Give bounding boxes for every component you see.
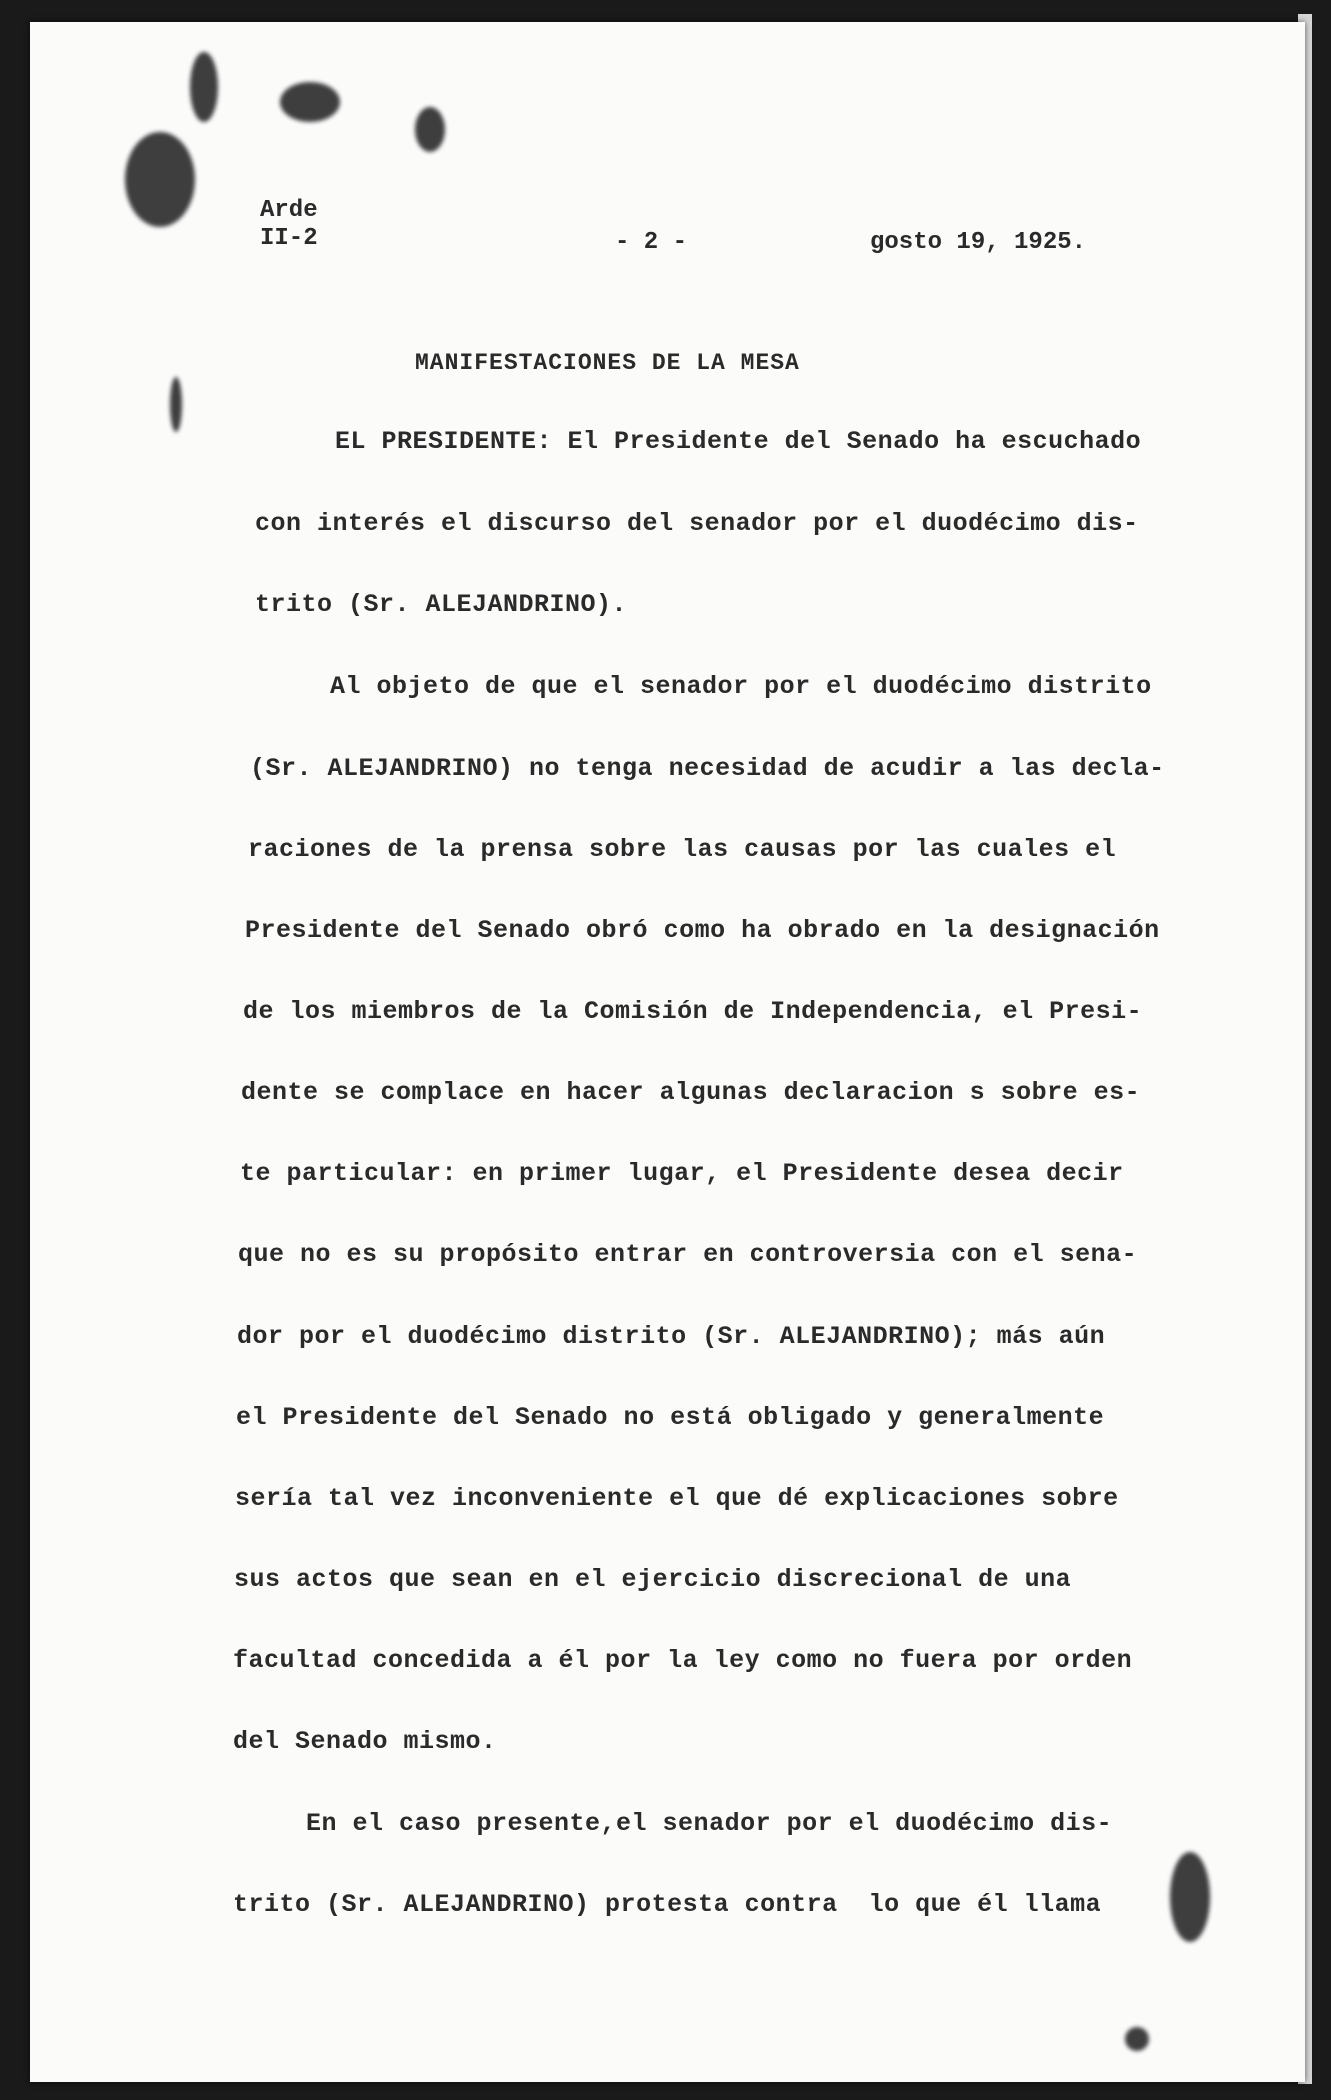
page-number: - 2 - [615, 229, 688, 256]
reference-line-2: II-2 [260, 225, 318, 252]
ink-blot [190, 52, 218, 122]
body-line: (Sr. ALEJANDRINO) no tenga necesidad de acudir a las decla- [250, 754, 1165, 783]
document-page [30, 22, 1305, 2082]
body-line: sus actos que sean en el ejercicio discrecional de una [234, 1565, 1072, 1594]
body-line: que no es su propósito entrar en controversia con el sena- [238, 1240, 1138, 1269]
body-line: EL PRESIDENTE: El Presidente del Senado ha escuchado [335, 427, 1142, 456]
body-line: dente se complace en hacer algunas declaracion s sobre es- [241, 1078, 1141, 1107]
body-line: de los miembros de la Comisión de Independencia, el Presi- [243, 997, 1143, 1026]
body-line: trito (Sr. ALEJANDRINO). [255, 590, 628, 619]
body-line: En el caso presente,el senador por el duodécimo dis- [306, 1809, 1113, 1838]
body-line: raciones de la prensa sobre las causas por las cuales el [248, 835, 1117, 864]
body-line: Presidente del Senado obró como ha obrado en la designación [245, 916, 1160, 945]
body-line: del Senado mismo. [233, 1727, 497, 1756]
body-line: el Presidente del Senado no está obligado y generalmente [236, 1403, 1105, 1432]
body-line: facultad concedida a él por la ley como no fuera por orden [233, 1646, 1133, 1675]
ink-blot [280, 82, 340, 122]
reference-line-1: Arde [260, 197, 318, 224]
ink-blot [170, 377, 182, 432]
section-title: MANIFESTACIONES DE LA MESA [415, 350, 800, 376]
ink-blot [125, 132, 195, 227]
ink-blot [1125, 2027, 1149, 2051]
body-line: con interés el discurso del senador por el duodécimo dis- [255, 509, 1139, 538]
body-line: Al objeto de que el senador por el duodécimo distrito [330, 672, 1152, 701]
body-line: trito (Sr. ALEJANDRINO) protesta contra lo que él llama [233, 1890, 1102, 1919]
ink-blot [415, 107, 445, 152]
document-date: gosto 19, 1925. [870, 229, 1087, 256]
body-line: sería tal vez inconveniente el que dé explicaciones sobre [235, 1484, 1119, 1513]
body-line: te particular: en primer lugar, el Presidente desea decir [240, 1159, 1124, 1188]
ink-blot [1170, 1852, 1210, 1942]
body-line: dor por el duodécimo distrito (Sr. ALEJANDRINO); más aún [237, 1322, 1106, 1351]
